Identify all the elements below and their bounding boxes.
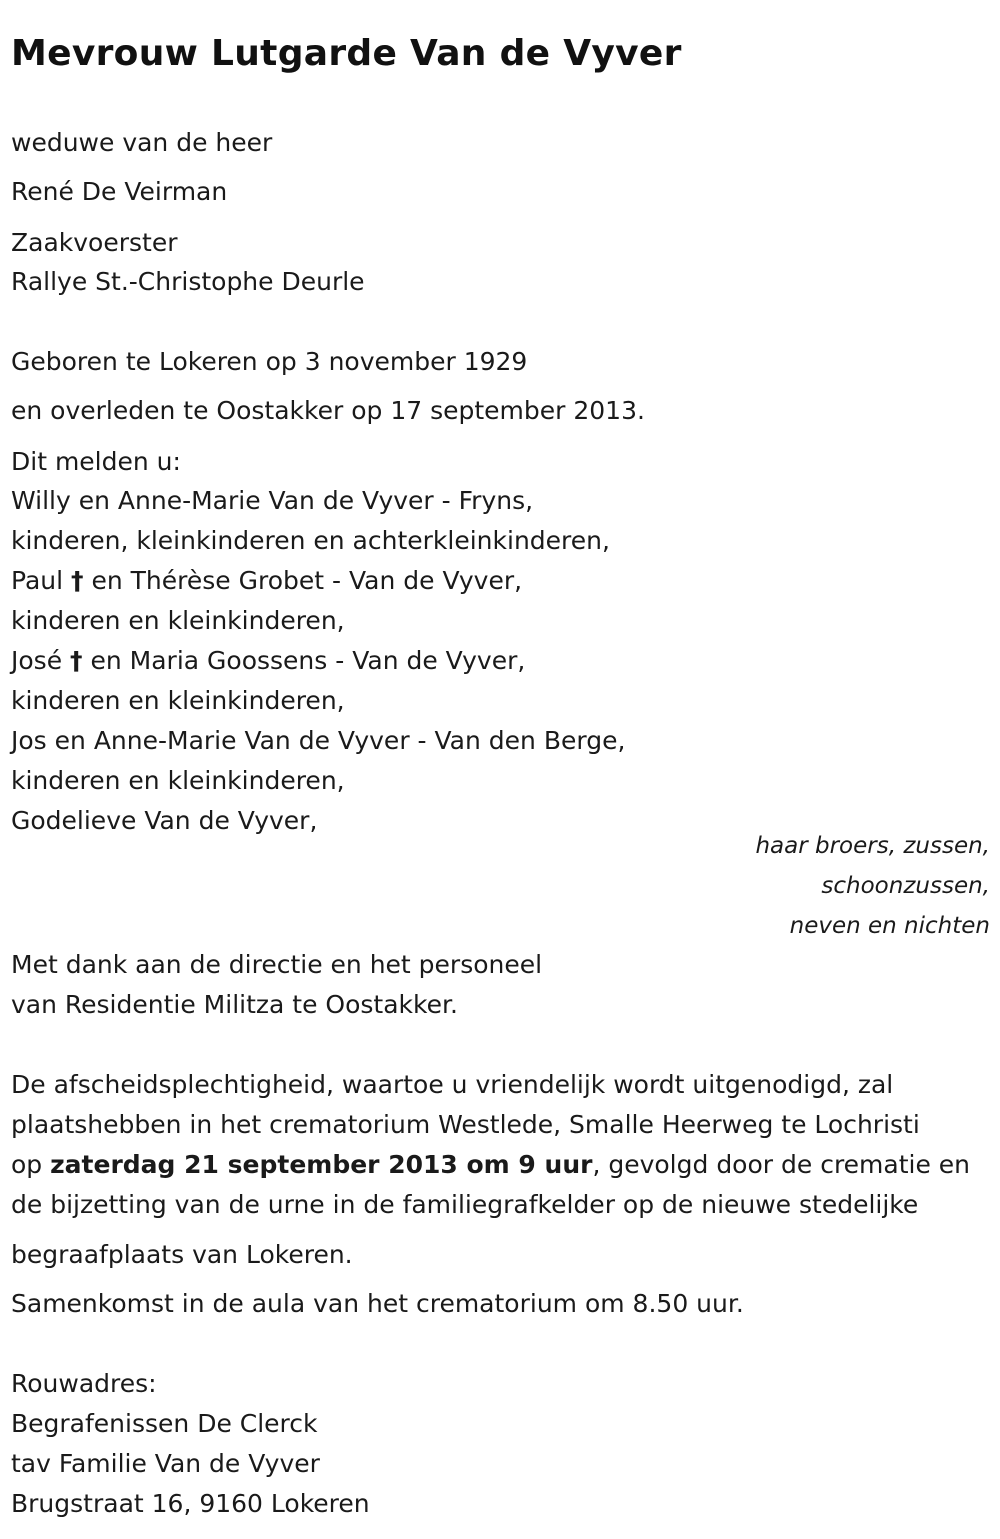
address-line: Brugstraat 16, 9160 Lokeren: [11, 1489, 370, 1518]
ceremony-line: begraafplaats van Lokeren.: [11, 1240, 353, 1269]
family-line: Godelieve Van de Vyver,: [11, 806, 318, 835]
family-line: kinderen en kleinkinderen,: [11, 606, 345, 635]
page-title: Mevrouw Lutgarde Van de Vyver: [11, 33, 682, 74]
address-label: Rouwadres:: [11, 1369, 157, 1398]
death-line: en overleden te Oostakker op 17 september 2013.: [11, 396, 645, 425]
family-line: [11, 566, 522, 596]
spouse-intro: weduwe van de heer: [11, 128, 273, 157]
occupation-company: Rallye St.-Christophe Deurle: [11, 267, 365, 296]
birth-line: Geboren te Lokeren op 3 november 1929: [11, 347, 528, 376]
family-line: Willy en Anne-Marie Van de Vyver - Fryns,: [11, 486, 534, 515]
extended-family-line: neven en nichten: [789, 913, 990, 939]
family-name-rest: en Thérèse Grobet - Van de Vyver,: [91, 566, 523, 595]
address-line: Begrafenissen De Clerck: [11, 1409, 318, 1438]
family-line: kinderen en kleinkinderen,: [11, 686, 345, 715]
family-name: Paul: [11, 566, 64, 595]
cross-icon: †: [70, 646, 83, 675]
spouse-name: René De Veirman: [11, 177, 228, 206]
ceremony-line: plaatshebben in het crematorium Westlede, Smalle Heerweg te Lochristi: [11, 1110, 920, 1139]
cross-icon: †: [71, 566, 84, 595]
ceremony-line: [11, 1150, 970, 1180]
ceremony-text: , gevolgd door de crematie en: [592, 1150, 971, 1179]
ceremony-line: De afscheidsplechtigheid, waartoe u vriendelijk wordt uitgenodigd, zal: [11, 1070, 894, 1099]
family-name-rest: en Maria Goossens - Van de Vyver,: [90, 646, 526, 675]
thanks-line: Met dank aan de directie en het personeel: [11, 950, 543, 979]
ceremony-date: zaterdag 21 september 2013 om 9 uur: [50, 1150, 593, 1179]
extended-family-line: haar broers, zussen,: [755, 833, 990, 859]
occupation-role: Zaakvoerster: [11, 228, 178, 257]
family-intro: Dit melden u:: [11, 447, 181, 476]
family-line: Jos en Anne-Marie Van de Vyver - Van den Berge,: [11, 726, 626, 755]
family-name: José: [11, 646, 63, 675]
family-line: [11, 646, 525, 676]
thanks-line: van Residentie Militza te Oostakker.: [11, 990, 458, 1019]
extended-family-line: schoonzussen,: [821, 873, 990, 899]
ceremony-line: de bijzetting van de urne in de familiegrafkelder op de nieuwe stedelijke: [11, 1190, 919, 1219]
family-line: kinderen, kleinkinderen en achterkleinkinderen,: [11, 526, 610, 555]
gathering-line: Samenkomst in de aula van het crematorium om 8.50 uur.: [11, 1289, 744, 1318]
address-line: tav Familie Van de Vyver: [11, 1449, 320, 1478]
ceremony-text: op: [11, 1150, 51, 1179]
family-line: kinderen en kleinkinderen,: [11, 766, 345, 795]
